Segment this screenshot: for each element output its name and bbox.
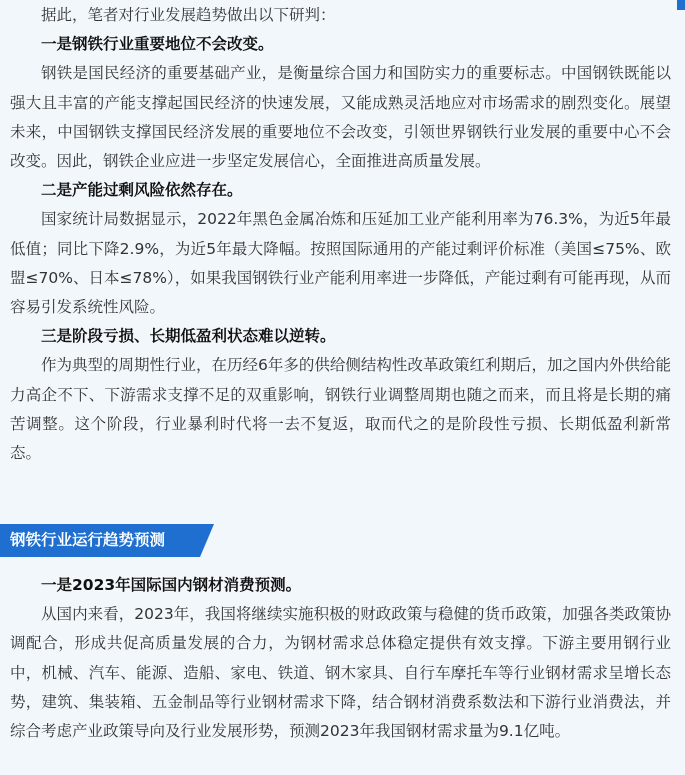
point-2-heading: 二是产能过剩风险依然存在。: [41, 181, 243, 200]
forecast-1-heading: 一是2023年国际国内钢材消费预测。: [41, 576, 302, 594]
forecast-section: [0, 571, 685, 746]
forecast-1-paragraph: 从国内来看，2023年，我国将继续实施积极的财政政策与稳健的货币政策，加强各类政策协调配合，形成共促高质量发展的合力，为钢材需求总体稳定提供有效支撑。下游主要用钢行业中，机械、汽车、能源、造船、家电、铁道、钢木家具、自行车摩托车等行业钢材需求呈增长态势，建筑、集装箱、五金制品等行业钢材需求下降，结合钢材消费系数法和下游行业消费法，并综合考虑产业政策导向及行业发展形势，预测2023年我国钢材需求量为9.1亿吨。: [10, 605, 671, 741]
point-1-heading: 一是钢铁行业重要地位不会改变。: [41, 35, 274, 54]
analysis-section: [0, 1, 685, 468]
section-title-bar: 钢铁行业运行趋势预测: [0, 524, 200, 557]
point-3-heading: 三是阶段亏损、长期低盈利状态难以逆转。: [41, 327, 336, 346]
intro-paragraph: 据此，笔者对行业发展趋势做出以下研判：: [41, 6, 336, 24]
point-2-paragraph: 国家统计局数据显示，2022年黑色金属冶炼和压延加工业产能利用率为76.3%，为近5年最低值；同比下降2.9%，为近5年最大降幅。按照国际通用的产能过剩评价标准（美国≤75%、欧盟≤70%、日本≤78%），如果我国钢铁行业产能利用率进一步降低，产能过剩有可能再现，从而容易引发系统性风险。: [10, 210, 671, 317]
point-1-paragraph: 钢铁是国民经济的重要基础产业，是衡量综合国力和国防实力的重要标志。中国钢铁既能以强大且丰富的产能支撑起国民经济的快速发展，又能成熟灵活地应对市场需求的剧烈变化。展望未来，中国钢铁支撑国民经济发展的重要地位不会改变，引领世界钢铁行业发展的重要中心不会改变。因此，钢铁企业应进一步坚定发展信心，全面推进高质量发展。: [10, 64, 671, 171]
point-3-paragraph: 作为典型的周期性行业，在历经6年多的供给侧结构性改革政策红利期后，加之国内外供给能力高企不下、下游需求支撑不足的双重影响，钢铁行业调整周期也随之而来，而且将是长期的痛苦调整。这个阶段，行业暴利时代将一去不复返，取而代之的是阶段性亏损、长期低盈利新常态。: [10, 356, 671, 463]
